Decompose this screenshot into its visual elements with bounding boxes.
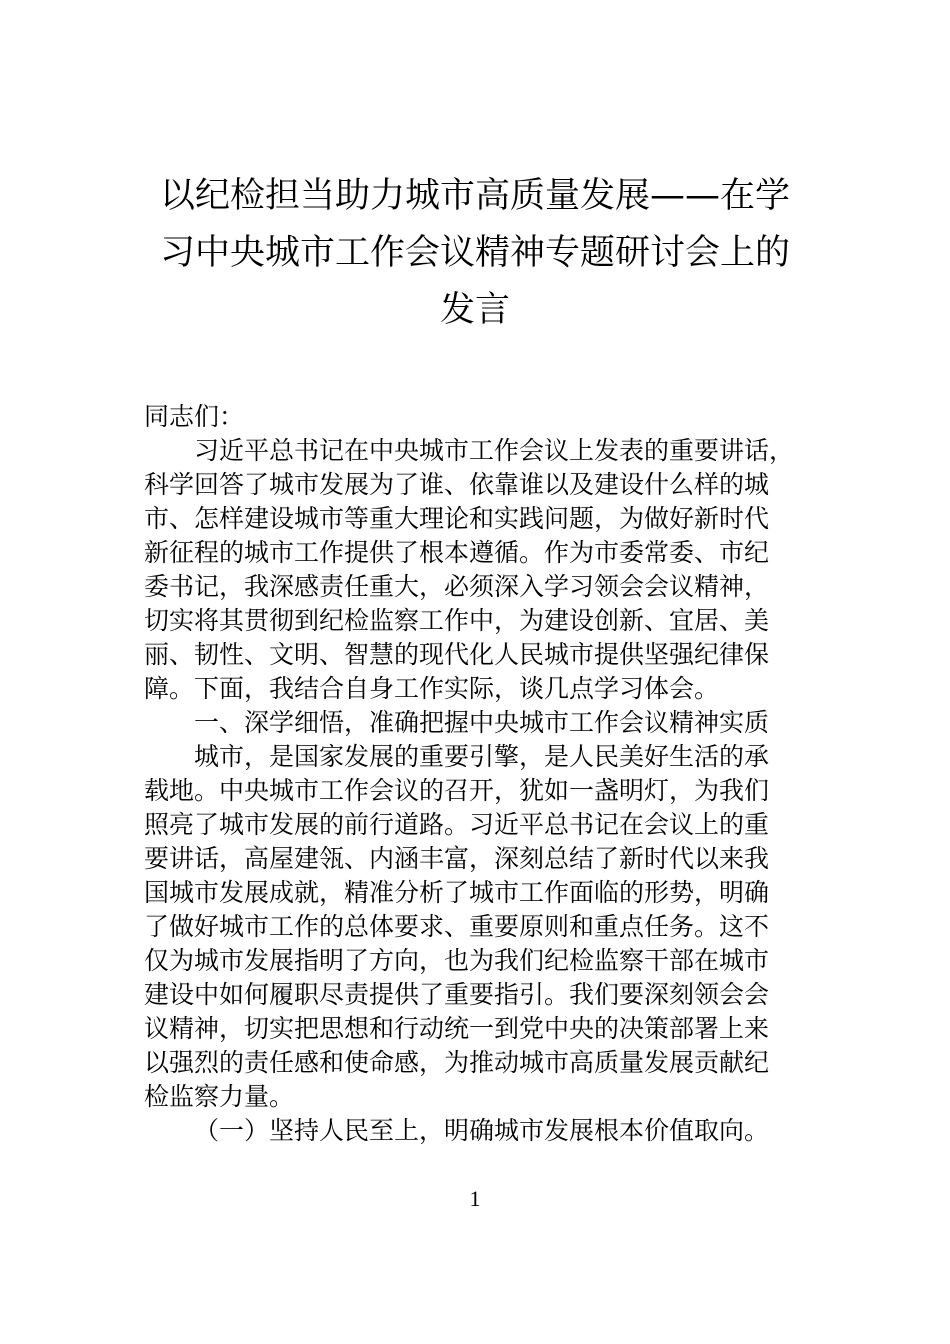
text-line: 市、怎样建设城市等重大理论和实践问题，为做好新时代 [144,504,770,533]
text-line: 照亮了城市发展的前行道路。习近平总书记在会议上的重 [144,810,770,839]
text-line: 仅为城市发展指明了方向，也为我们纪检监察干部在城市 [144,946,770,975]
title-line: 以纪检担当助力城市高质量发展——在学 [159,176,790,216]
text-line: 习近平总书记在中央城市工作会议上发表的重要讲话， [194,436,795,465]
salutation: 同志们： [144,402,245,431]
text-line: 了做好城市工作的总体要求、重要原则和重点任务。这不 [144,912,770,941]
text-line: 切实将其贯彻到纪检监察工作中，为建设创新、宜居、美 [144,606,770,635]
heading-line: （一）坚持人民至上，明确城市发展根本价值取向。 [194,1116,770,1145]
text-line: 委书记，我深感责任重大，必须深入学习领会会议精神， [144,572,770,601]
title-line: 习中央城市工作会议精神专题研讨会上的 [159,233,790,273]
text-line: 障。下面，我结合自身工作实际，谈几点学习体会。 [144,674,720,703]
document-title [140,168,810,339]
text-line: 要讲话，高屋建瓴、内涵丰富，深刻总结了新时代以来我 [144,844,770,873]
text-line: 检监察力量。 [144,1082,295,1111]
subsection-heading [144,1114,834,1148]
text-line: 城市，是国家发展的重要引擎，是人民美好生活的承 [194,742,770,771]
body-paragraph-section-one [144,740,834,1114]
text-line: 国城市发展成就，精准分析了城市工作面临的形势，明确 [144,878,770,907]
text-line: 载地。中央城市工作会议的召开，犹如一盏明灯，为我们 [144,776,770,805]
section-heading [144,706,834,740]
title-line: 发言 [439,290,510,330]
text-line: 建设中如何履职尽责提供了重要指引。我们要深刻领会会 [144,980,770,1009]
body-paragraph-intro [144,434,834,706]
document-body [144,400,834,1148]
text-line: 议精神，切实把思想和行动统一到党中央的决策部署上来 [144,1014,770,1043]
text-line: 丽、韧性、文明、智慧的现代化人民城市提供坚强纪律保 [144,640,770,669]
text-line: 科学回答了城市发展为了谁、依靠谁以及建设什么样的城 [144,470,770,499]
page-number: 1 [469,1186,481,1211]
heading-line: 一、深学细悟，准确把握中央城市工作会议精神实质 [194,708,770,737]
text-line: 以强烈的责任感和使命感，为推动城市高质量发展贡献纪 [144,1048,770,1077]
text-line: 新征程的城市工作提供了根本遵循。作为市委常委、市纪 [144,538,770,567]
